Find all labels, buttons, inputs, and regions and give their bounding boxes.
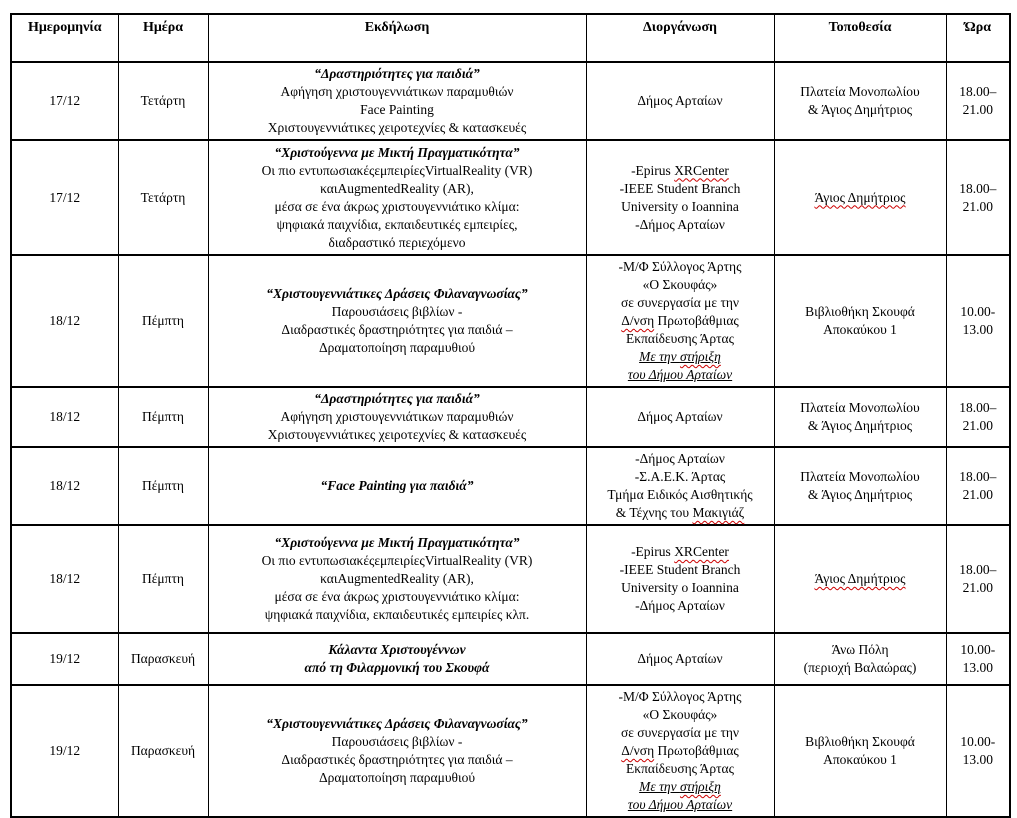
cell-text-line: Οι πιο εντυπωσιακέςεμπειρίεςVirtualReality (VR) xyxy=(261,162,533,178)
cell-text-line: Αποκαύκου 1 xyxy=(823,322,897,337)
time-cell: 10.00-13.00 xyxy=(946,685,1010,817)
organizer-cell xyxy=(586,685,774,817)
day-cell: Παρασκευή xyxy=(118,685,208,817)
cell-text-line: Χριστουγεννιάτικες χειροτεχνίες & κατασκευές xyxy=(267,120,527,135)
header-event: Εκδήλωση xyxy=(208,14,586,62)
cell-text-line: Οι πιο εντυπωσιακέςεμπειρίεςVirtualReality (VR) xyxy=(261,553,533,568)
cell-text-line: -IEEE Student Branch xyxy=(619,562,741,577)
location-cell xyxy=(774,447,946,525)
event-cell xyxy=(208,447,586,525)
cell-text-line: «Ο Σκουφάς» xyxy=(642,707,718,722)
cell-text-line: Αφήγηση χριστουγεννιάτικων παραμυθιών xyxy=(280,409,514,424)
cell-text-line: -Μ/Φ Σύλλογος Άρτης xyxy=(618,259,742,274)
cell-text-line: ψηφιακά παιχνίδια, εκπαιδευτικές εμπειρίες, xyxy=(276,216,518,232)
date-cell: 18/12 xyxy=(11,255,118,387)
time-cell: 18.00–21.00 xyxy=(946,387,1010,447)
location-cell xyxy=(774,525,946,633)
time-cell: 18.00–21.00 xyxy=(946,525,1010,633)
table-row xyxy=(11,685,1010,817)
organizer-cell xyxy=(586,525,774,633)
organizer-cell xyxy=(586,633,774,685)
cell-text-line: Αποκαύκου 1 xyxy=(823,752,897,767)
cell-text-line: Πλατεία Μονοπωλίου xyxy=(800,469,920,484)
cell-text-line: Αφήγηση χριστουγεννιάτικων παραμυθιών xyxy=(280,84,514,99)
cell-text-line xyxy=(591,543,770,561)
spellcheck-flagged-text: XRCenter xyxy=(674,544,729,559)
cell-text-line: -Δήμος Αρταίων xyxy=(635,598,725,613)
cell-text-line: του Δήμου Αρταίων xyxy=(627,367,733,382)
event-cell xyxy=(208,525,586,633)
cell-text-line: καιAugmentedReality (AR), xyxy=(320,571,474,586)
cell-text-line: Face Painting xyxy=(360,102,434,117)
event-cell xyxy=(208,685,586,817)
organizer-cell xyxy=(586,447,774,525)
cell-text-line: μέσα σε ένα άκρως χριστουγεννιάτικο κλίμα: xyxy=(274,589,520,604)
cell-text-line: “Χριστούγεννα με Μικτή Πραγματικότητα” xyxy=(274,144,520,160)
cell-text-line: University o Ioannina xyxy=(621,580,739,595)
header-day: Ημέρα xyxy=(118,14,208,62)
location-cell xyxy=(774,685,946,817)
cell-text-line: Βιβλιοθήκη Σκουφά xyxy=(805,734,915,749)
table-row xyxy=(11,140,1010,255)
cell-text-line: -IEEE Student Branch xyxy=(619,180,741,196)
time-cell: 18.00–21.00 xyxy=(946,62,1010,140)
cell-text-line: «Ο Σκουφάς» xyxy=(642,277,718,292)
cell-text-line: -Δήμος Αρταίων xyxy=(635,216,725,232)
cell-text-line: Χριστουγεννιάτικες χειροτεχνίες & κατασκευές xyxy=(267,427,527,442)
cell-text-line: “Χριστούγεννα με Μικτή Πραγματικότητα” xyxy=(274,535,520,550)
cell-text-line: “Χριστουγεννιάτικες Δράσεις Φιλαναγνωσίας” xyxy=(266,716,528,731)
cell-text-line: (περιοχή Βαλαώρας) xyxy=(803,660,917,675)
cell-text-line: Δραματοποίηση παραμυθιού xyxy=(318,340,476,355)
cell-text-line xyxy=(591,504,770,522)
cell-text-line: Πλατεία Μονοπωλίου xyxy=(800,400,920,415)
header-time: Ώρα xyxy=(946,14,1010,62)
text-segment: -Epirus xyxy=(631,162,675,178)
event-cell xyxy=(208,387,586,447)
spellcheck-flagged-text: στήριξη xyxy=(679,779,721,794)
cell-text-line: Βιβλιοθήκη Σκουφά xyxy=(805,304,915,319)
schedule-table-body xyxy=(11,62,1010,817)
date-cell: 19/12 xyxy=(11,633,118,685)
event-cell xyxy=(208,140,586,255)
header-location: Τοποθεσία xyxy=(774,14,946,62)
text-segment: Πρωτοβάθμιας xyxy=(654,743,739,758)
cell-text-line: “Δραστηριότητες για παιδιά” xyxy=(314,391,480,406)
cell-text-line xyxy=(591,312,770,330)
table-row xyxy=(11,387,1010,447)
cell-text-line: Διαδραστικές δραστηριότητες για παιδιά – xyxy=(281,752,513,767)
text-segment: Πρωτοβάθμιας xyxy=(654,313,739,328)
table-row xyxy=(11,255,1010,387)
cell-text-line: Διαδραστικές δραστηριότητες για παιδιά – xyxy=(281,322,513,337)
header-organizer: Διοργάνωση xyxy=(586,14,774,62)
cell-text-line xyxy=(779,189,942,207)
date-cell: 17/12 xyxy=(11,62,118,140)
cell-text-line: διαδραστικό περιεχόμενο xyxy=(328,234,466,250)
cell-text-line: Παρουσιάσεις βιβλίων - xyxy=(331,734,463,749)
cell-text-line: Παρουσιάσεις βιβλίων - xyxy=(331,304,463,319)
event-cell xyxy=(208,633,586,685)
day-cell: Τετάρτη xyxy=(118,140,208,255)
date-cell: 18/12 xyxy=(11,447,118,525)
day-cell: Παρασκευή xyxy=(118,633,208,685)
cell-text-line: Τμήμα Ειδικός Αισθητικής xyxy=(607,487,753,502)
table-row xyxy=(11,633,1010,685)
cell-text-line: “Δραστηριότητες για παιδιά” xyxy=(314,66,480,81)
time-cell: 10.00-13.00 xyxy=(946,633,1010,685)
spellcheck-flagged-text: Δ/νση xyxy=(621,313,655,328)
spellcheck-flagged-text: στήριξη xyxy=(679,349,721,364)
cell-text-line xyxy=(591,162,770,180)
events-schedule-table xyxy=(10,13,1011,818)
cell-text-line: Δήμος Αρταίων xyxy=(637,93,723,108)
cell-text-line xyxy=(591,778,770,796)
date-cell: 17/12 xyxy=(11,140,118,255)
table-row xyxy=(11,447,1010,525)
cell-text-line: & Άγιος Δημήτριος xyxy=(807,487,913,502)
cell-text-line xyxy=(591,742,770,760)
cell-text-line: Δραματοποίηση παραμυθιού xyxy=(318,770,476,785)
organizer-cell xyxy=(586,140,774,255)
spellcheck-flagged-text: Άγιος Δημήτριος xyxy=(814,189,906,205)
spellcheck-flagged-text: XRCenter xyxy=(674,162,729,178)
cell-text-line: καιAugmentedReality (AR), xyxy=(320,180,474,196)
day-cell: Τετάρτη xyxy=(118,62,208,140)
table-row xyxy=(11,62,1010,140)
cell-text-line: Δήμος Αρταίων xyxy=(637,409,723,424)
location-cell xyxy=(774,633,946,685)
table-row xyxy=(11,525,1010,633)
text-segment: Με την xyxy=(639,349,680,364)
cell-text-line: Εκπαίδευσης Άρτας xyxy=(626,761,734,776)
spellcheck-flagged-text: Μακιγιάζ xyxy=(692,505,745,520)
location-cell xyxy=(774,62,946,140)
cell-text-line xyxy=(779,570,942,588)
date-cell: 18/12 xyxy=(11,387,118,447)
cell-text-line: Κάλαντα Χριστουγέννων xyxy=(328,642,466,657)
location-cell xyxy=(774,255,946,387)
location-cell xyxy=(774,140,946,255)
header-date: Ημερομηνία xyxy=(11,14,118,62)
cell-text-line: Δήμος Αρταίων xyxy=(637,651,723,666)
spellcheck-flagged-text: Δ/νση xyxy=(621,743,655,758)
cell-text-line xyxy=(591,348,770,366)
cell-text-line: & Άγιος Δημήτριος xyxy=(807,102,913,117)
cell-text-line: από τη Φιλαρμονική του Σκουφά xyxy=(304,660,490,675)
event-cell xyxy=(208,255,586,387)
date-cell: 19/12 xyxy=(11,685,118,817)
time-cell: 10.00-13.00 xyxy=(946,255,1010,387)
cell-text-line: του Δήμου Αρταίων xyxy=(627,797,733,812)
spellcheck-flagged-text: Άγιος Δημήτριος xyxy=(814,571,906,586)
day-cell: Πέμπτη xyxy=(118,255,208,387)
cell-text-line: University o Ioannina xyxy=(621,198,739,214)
cell-text-line: σε συνεργασία με την xyxy=(620,295,740,310)
location-cell xyxy=(774,387,946,447)
cell-text-line: Πλατεία Μονοπωλίου xyxy=(800,84,920,99)
cell-text-line: Εκπαίδευσης Άρτας xyxy=(626,331,734,346)
time-cell: 18.00–21.00 xyxy=(946,140,1010,255)
date-cell: 18/12 xyxy=(11,525,118,633)
cell-text-line: -Μ/Φ Σύλλογος Άρτης xyxy=(618,689,742,704)
cell-text-line: “Χριστουγεννιάτικες Δράσεις Φιλαναγνωσίας” xyxy=(266,286,528,301)
table-header xyxy=(11,14,1010,62)
cell-text-line: “Face Painting για παιδιά” xyxy=(320,478,474,493)
cell-text-line: -Σ.Α.Ε.Κ. Άρτας xyxy=(634,469,726,484)
event-cell xyxy=(208,62,586,140)
cell-text-line: μέσα σε ένα άκρως χριστουγεννιάτικο κλίμα: xyxy=(274,198,520,214)
text-segment: Με την xyxy=(639,779,680,794)
cell-text-line: Άνω Πόλη xyxy=(831,642,889,657)
organizer-cell xyxy=(586,387,774,447)
organizer-cell xyxy=(586,255,774,387)
cell-text-line: -Δήμος Αρταίων xyxy=(635,451,725,466)
day-cell: Πέμπτη xyxy=(118,447,208,525)
cell-text-line: ψηφιακά παιχνίδια, εκπαιδευτικές εμπειρίες κλπ. xyxy=(264,607,530,622)
time-cell: 18.00–21.00 xyxy=(946,447,1010,525)
text-segment: & Τέχνης του xyxy=(615,505,693,520)
day-cell: Πέμπτη xyxy=(118,525,208,633)
header-row xyxy=(11,14,1010,62)
text-segment: -Epirus xyxy=(631,544,675,559)
cell-text-line: & Άγιος Δημήτριος xyxy=(807,418,913,433)
cell-text-line: σε συνεργασία με την xyxy=(620,725,740,740)
organizer-cell xyxy=(586,62,774,140)
day-cell: Πέμπτη xyxy=(118,387,208,447)
